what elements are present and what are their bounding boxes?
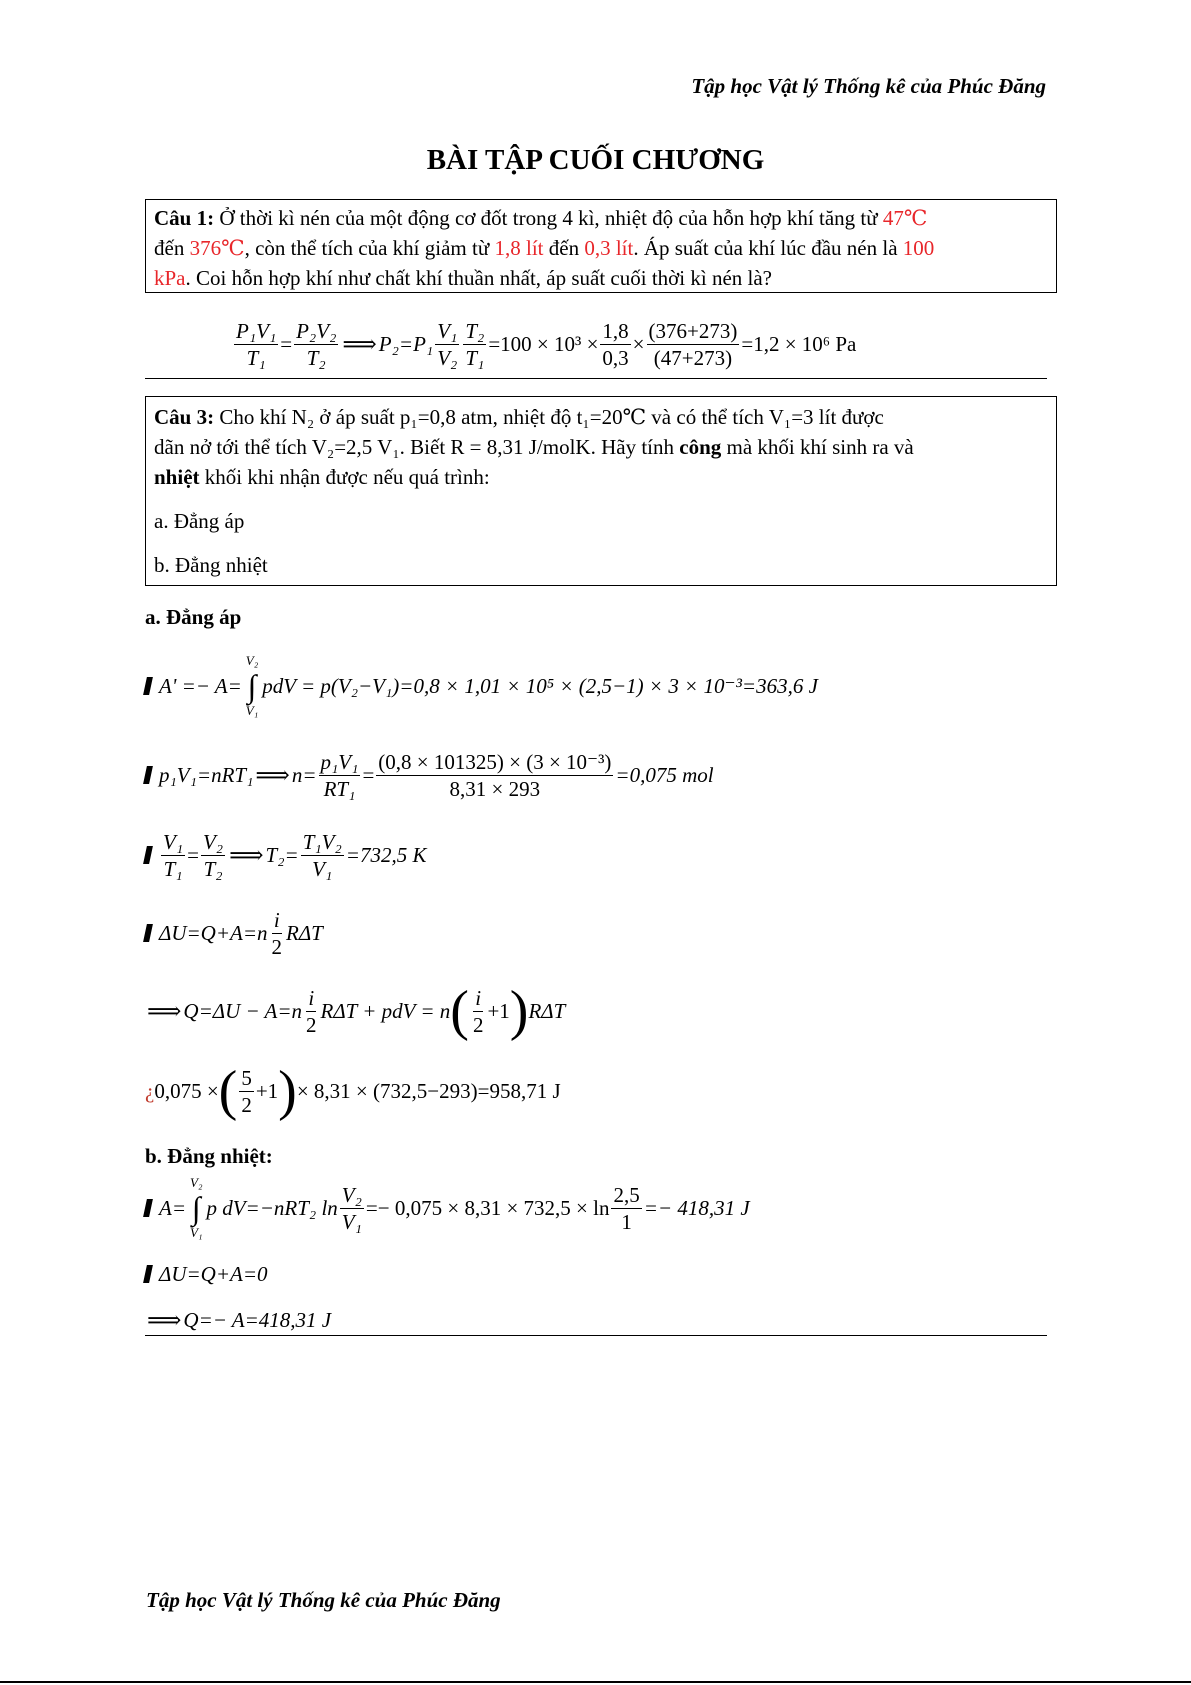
implies-arrow-icon: ⟹: [147, 1307, 182, 1334]
inverted-question-glyph: ¿: [145, 1078, 155, 1103]
frac-den: 8,31 × 293: [449, 776, 541, 801]
page-header: Tập học Vật lý Thống kê của Phúc Đăng: [691, 74, 1046, 98]
q3-option-a: a. Đẳng áp: [154, 509, 245, 533]
q1-temp2: 376℃: [189, 236, 245, 260]
section-a-line-5: [145, 978, 565, 1044]
math-result: × 8,31 × (732,5−293)=958,71 J: [296, 1078, 561, 1103]
frac-num: V₁: [437, 318, 458, 343]
section-b-line-2: [145, 1258, 268, 1290]
q1-temp1: 47℃: [882, 206, 928, 230]
frac-den: 2: [306, 1012, 317, 1037]
page-title: BÀI TẬP CUỐI CHƯƠNG: [426, 144, 765, 176]
math-term: A' =− A=: [159, 673, 242, 698]
frac-den: V₁: [312, 856, 333, 881]
implies-arrow-icon: ⟹: [229, 842, 264, 869]
solution-1-equation: [232, 310, 856, 378]
paren-open-icon: (: [218, 1060, 238, 1122]
q1-vol2: 0,3 lít: [584, 236, 634, 260]
frac-num: i: [273, 907, 280, 932]
q1-text: đến: [154, 236, 190, 260]
question-1-box: [145, 199, 1057, 293]
bullet-icon: [143, 766, 153, 784]
math-term: p dV=−nRT₂ ln: [206, 1195, 338, 1220]
frac-num: 1,8: [602, 318, 629, 343]
q3-bold-heat: nhiệt: [154, 465, 200, 489]
section-b-line-3: [145, 1304, 331, 1336]
frac-den: T₁: [246, 345, 266, 370]
math-term: n=: [291, 762, 317, 787]
bullet-icon: [143, 846, 153, 864]
section-a-line-1: [145, 650, 818, 722]
q1-label: Câu 1:: [154, 206, 215, 230]
q1-text: Ở thời kì nén của một động cơ đốt trong 4 kì, nhiệt độ của hỗn hợp khí tăng từ: [214, 206, 883, 230]
math-result: Q=− A=418,31 J: [183, 1307, 332, 1332]
math-result: =− 418,31 J: [643, 1195, 750, 1220]
integral-icon: V₂ ∫ V₁: [190, 1175, 203, 1240]
int-lower: V₁: [245, 703, 259, 718]
frac-num: i: [308, 985, 315, 1010]
q3-text: khối khi nhận được nếu quá trình:: [199, 465, 490, 489]
math-term: RΔT + pdV = n: [320, 998, 451, 1023]
q3-option-b: b. Đẳng nhiệt: [154, 553, 268, 577]
q3-bold-work: công: [679, 435, 722, 459]
int-upper: V₂: [245, 653, 259, 668]
frac-den: RT₁: [323, 776, 356, 801]
q3-text: Cho khí N₂ ở áp suất p₁=0,8 atm, nhiệt độ t₁=20℃ và có thể tích V₁=3 lít được: [214, 405, 884, 429]
bullet-icon: [143, 1199, 153, 1217]
q1-text: , còn thể tích của khí giảm từ: [244, 236, 495, 260]
frac-den: V₂: [437, 345, 458, 370]
frac-den: 1: [621, 1209, 632, 1234]
frac-num: P₂V₂: [296, 318, 337, 343]
frac-num: p₁V₁: [320, 749, 359, 774]
frac-num: i: [475, 985, 482, 1010]
math-term: +1: [487, 998, 510, 1023]
bullet-icon: [143, 1265, 153, 1283]
divider: [145, 378, 1047, 379]
math-term: p₁V₁=nRT₁: [159, 762, 254, 787]
bullet-icon: [143, 924, 153, 942]
math-term: 0,075 ×: [154, 1078, 219, 1103]
int-upper: V₂: [190, 1175, 203, 1190]
math-term: P₂=P₁: [378, 331, 434, 356]
implies-arrow-icon: ⟹: [147, 998, 182, 1025]
int-lower: V₁: [190, 1225, 203, 1240]
section-a-line-4: [145, 900, 323, 966]
question-3-box: [145, 396, 1057, 586]
q1-vol1: 1,8 lít: [494, 236, 544, 260]
implies-arrow-icon: ⟹: [342, 331, 377, 358]
section-b-title: b. Đẳng nhiệt:: [145, 1144, 273, 1168]
math-term: T₂=: [265, 842, 299, 867]
frac-num: P₁V₁: [236, 318, 277, 343]
section-a-title: a. Đẳng áp: [145, 605, 242, 629]
frac-den: T₁: [163, 856, 183, 881]
frac-den: (47+273): [653, 345, 733, 370]
math-term: =100 × 10³ ×: [488, 331, 599, 356]
math-term: pdV = p(V₂−V₁)=0,8 × 1,01 × 10⁵ × (2,5−1) × 3 × 10⁻³=363,6 J: [262, 673, 818, 698]
q1-pressure-unit: kPa: [154, 266, 186, 290]
math-term: RΔT: [286, 920, 323, 945]
math-term: =− 0,075 × 8,31 × 732,5 × ln: [365, 1195, 610, 1220]
math-term: ΔU=Q+A=n: [159, 920, 268, 945]
frac-num: 2,5: [613, 1182, 640, 1207]
q1-text: . Coi hỗn hợp khí như chất khí thuần nhất, áp suất cuối thời kì nén là?: [185, 266, 772, 290]
math-term: A=: [159, 1195, 186, 1220]
q3-text: mà khối khí sinh ra và: [721, 435, 914, 459]
frac-num: T₂: [465, 318, 485, 343]
frac-den: V₁: [341, 1209, 362, 1234]
paren-close-icon: ): [278, 1060, 297, 1122]
q3-text: dãn nở tới thể tích V₂=2,5 V₁. Biết R = 8,31 J/molK. Hãy tính: [154, 435, 680, 459]
integral-icon: V₂ ∫ V₁: [245, 653, 259, 718]
math-term: RΔT: [528, 998, 566, 1023]
q1-text: . Áp suất của khí lúc đầu nén là: [633, 236, 903, 260]
math-result: =0,075 mol: [615, 762, 714, 787]
frac-num: V₁: [163, 829, 184, 854]
page-footer: Tập học Vật lý Thống kê của Phúc Đăng: [146, 1588, 501, 1612]
frac-num: T₁V₂: [302, 829, 342, 854]
section-a-line-3: $\frac{\text{V₁}}{\text{T₁}}$ = $\frac{\text{V₂}}{\text{T₂}}$ ⟹ T₂= $\frac{\text{T₁V₂}}{\text{V₁}}$ =732,5 K: [145, 822, 426, 888]
paren-close-icon: ): [509, 980, 529, 1042]
page-bottom-border: [0, 1681, 1191, 1683]
eq-sign: =: [280, 331, 293, 356]
section-a-line-2: p₁V₁=nRT₁ ⟹ n= $\frac{\text{p₁V₁}}{\text{RT₁}}$ = $\frac{\text{(0,8 × 101325) × (3 × 10⁻³)}}{8,31 \times 293}$ =0,075 mol: [145, 742, 714, 808]
q3-label: Câu 3:: [154, 405, 215, 429]
math-term: ×: [632, 331, 645, 356]
frac-den: 2: [241, 1092, 252, 1117]
math-result: =1,2 × 10⁶ Pa: [741, 331, 857, 356]
section-a-line-6: [145, 1058, 561, 1124]
q1-text: đến: [543, 236, 585, 260]
frac-den: 2: [472, 1012, 484, 1037]
math-term: Q=ΔU − A=n: [183, 998, 303, 1023]
frac-num: (376+273): [648, 318, 738, 343]
bullet-icon: [143, 677, 153, 695]
frac-den: T₁: [465, 345, 485, 370]
implies-arrow-icon: ⟹: [255, 762, 290, 789]
divider: [145, 1335, 1047, 1336]
frac-den: 0,3: [602, 345, 629, 370]
section-b-line-1: [145, 1172, 750, 1244]
q1-pressure: 100: [902, 236, 935, 260]
paren-open-icon: (: [450, 980, 469, 1042]
frac-num: V₂: [341, 1182, 362, 1207]
frac-num: (0,8 × 101325) × (3 × 10⁻³): [378, 749, 612, 774]
frac-den: 2: [271, 934, 282, 959]
frac-num: 5: [241, 1065, 252, 1090]
frac-den: T₂: [306, 345, 326, 370]
frac-den: T₂: [203, 856, 223, 881]
math-term: ΔU=Q+A=0: [159, 1261, 268, 1286]
math-term: +1: [255, 1078, 279, 1103]
frac-num: V₂: [202, 829, 224, 854]
math-result: =732,5 K: [345, 842, 427, 867]
